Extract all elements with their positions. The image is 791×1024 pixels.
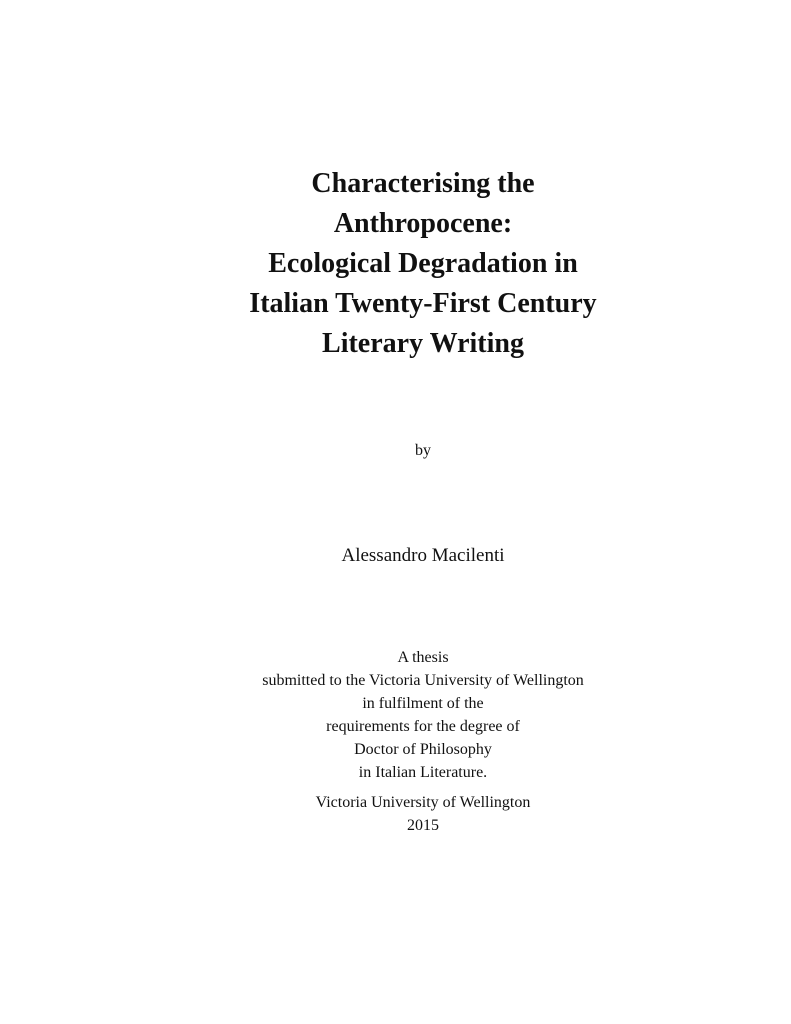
author-name: Alessandro Macilenti [341,545,505,566]
submission-statement [0,646,791,784]
thesis-title [0,164,791,364]
title-line: Ecological Degradation in [268,248,578,279]
title-line: Anthropocene: [333,208,513,239]
submission-line: Doctor of Philosophy [354,741,492,758]
institution-name: Victoria University of Wellington [315,794,531,811]
submission-line: in fulfilment of the [362,695,484,712]
submission-year: 2015 [407,817,439,834]
submission-line: A thesis [397,649,449,666]
submission-line: submitted to the Victoria University of Wellington [262,672,584,689]
by-label: by [415,442,431,459]
title-line: Italian Twenty-First Century [249,288,597,319]
submission-line: in Italian Literature. [358,764,488,781]
institution-block [0,791,791,837]
title-line: Literary Writing [322,328,524,359]
submission-line: requirements for the degree of [326,718,520,735]
title-line: Characterising the [311,168,535,199]
